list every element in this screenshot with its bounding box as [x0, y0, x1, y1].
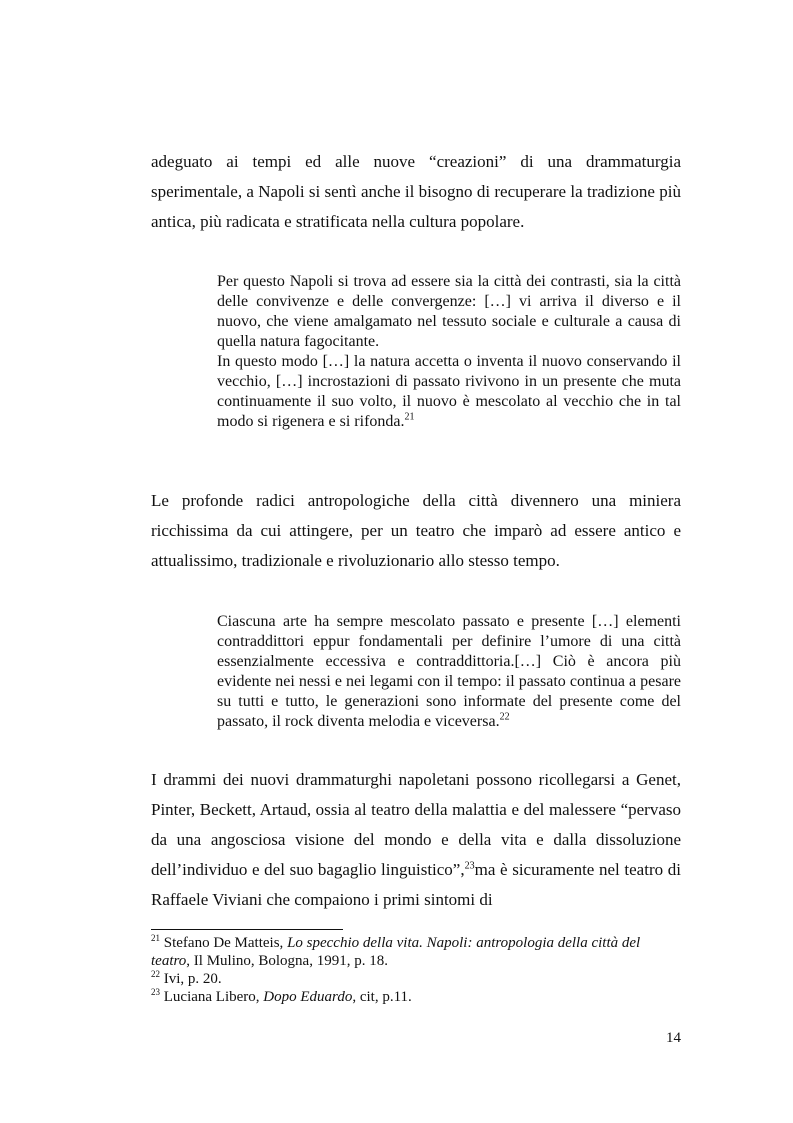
- footnote-21-title: Lo specchio della vita. Napoli: antropologia della città del teatro: [151, 935, 641, 969]
- footnote-23-rest: , cit, p.11.: [352, 989, 412, 1005]
- footnote-21: [151, 934, 681, 970]
- paragraph-1: adeguato ai tempi ed alle nuove “creazioni” di una drammaturgia sperimentale, a Napoli si sentì anche il bisogno di recuperare la tradizione più antica, più radicata e stratificata nella cultura popolare.: [151, 152, 681, 231]
- paragraph-3: [151, 765, 681, 915]
- block-quote-1: [217, 272, 681, 432]
- footnote-separator: [151, 929, 343, 930]
- block-quote-2-text: Ciascuna arte ha sempre mescolato passato e presente […] elementi contraddittori eppur fondamentali per definire l’umore di una città essenzialmente eccessiva e contraddittoria.[…] Ciò è ancora più evidente nei nessi e nei legami con il tempo: il passato continua a pesare su tutti e tutto, le generazioni sono informate del presente come del passato, il rock diventa melodia e viceversa.: [217, 613, 681, 730]
- footnote-23-author: Luciana Libero,: [163, 989, 260, 1005]
- footnote-22: [151, 970, 681, 988]
- footnote-22-number: 22: [151, 969, 160, 979]
- footnote-21-number: 21: [151, 933, 160, 943]
- footnote-23: [151, 988, 681, 1006]
- page-number: 14: [666, 1030, 681, 1046]
- paragraph-3-text-b: ma è sicuramente nel teatro di Raffaele Viviani che compaiono i primi sintomi di: [151, 860, 681, 909]
- footnote-23-title: Dopo Eduardo: [263, 989, 353, 1005]
- footnote-21-author: Stefano De Matteis,: [163, 935, 284, 951]
- block-quote-1-para-1: Per questo Napoli si trova ad essere sia la città dei contrasti, sia la città delle convivenze e delle convergenze: […] vi arriva il diverso e il nuovo, che viene amalgamato nel tessuto sociale e culturale a causa di quella natura fagocitante.: [217, 273, 681, 350]
- footnote-ref-22[interactable]: 22: [499, 711, 510, 723]
- block-quote-2-para: [217, 612, 681, 732]
- block-quote-2: [217, 612, 681, 732]
- footnote-22-text: Ivi, p. 20.: [163, 971, 222, 987]
- footnote-ref-23[interactable]: 23: [464, 860, 475, 872]
- footnote-21-rest: , Il Mulino, Bologna, 1991, p. 18.: [186, 953, 388, 969]
- footnote-ref-21[interactable]: 21: [404, 411, 415, 423]
- paragraph-2: Le profonde radici antropologiche della città divennero una miniera ricchissima da cui attingere, per un teatro che imparò ad essere antico e attualissimo, tradizionale e rivoluzionario allo stesso tempo.: [151, 491, 681, 570]
- block-quote-1-para-2: [217, 352, 681, 432]
- footnote-23-number: 23: [151, 987, 160, 997]
- paragraph-3-text-a: I drammi dei nuovi drammaturghi napoletani possono ricollegarsi a Genet, Pinter, Beckett, Artaud, ossia al teatro della malattia e del malessere “pervaso da una angosciosa visione del mondo e della vita e dalla dissoluzione dell’individuo e del suo bagaglio linguistico”,: [151, 770, 681, 879]
- block-quote-1-para-2-text: In questo modo […] la natura accetta o inventa il nuovo conservando il vecchio, […] incrostazioni di passato rivivono in un presente che muta continuamente il suo volto, il nuovo è mescolato al vecchio che in tal modo si rigenera e si rifonda.: [217, 353, 681, 430]
- footnotes: [151, 934, 681, 1006]
